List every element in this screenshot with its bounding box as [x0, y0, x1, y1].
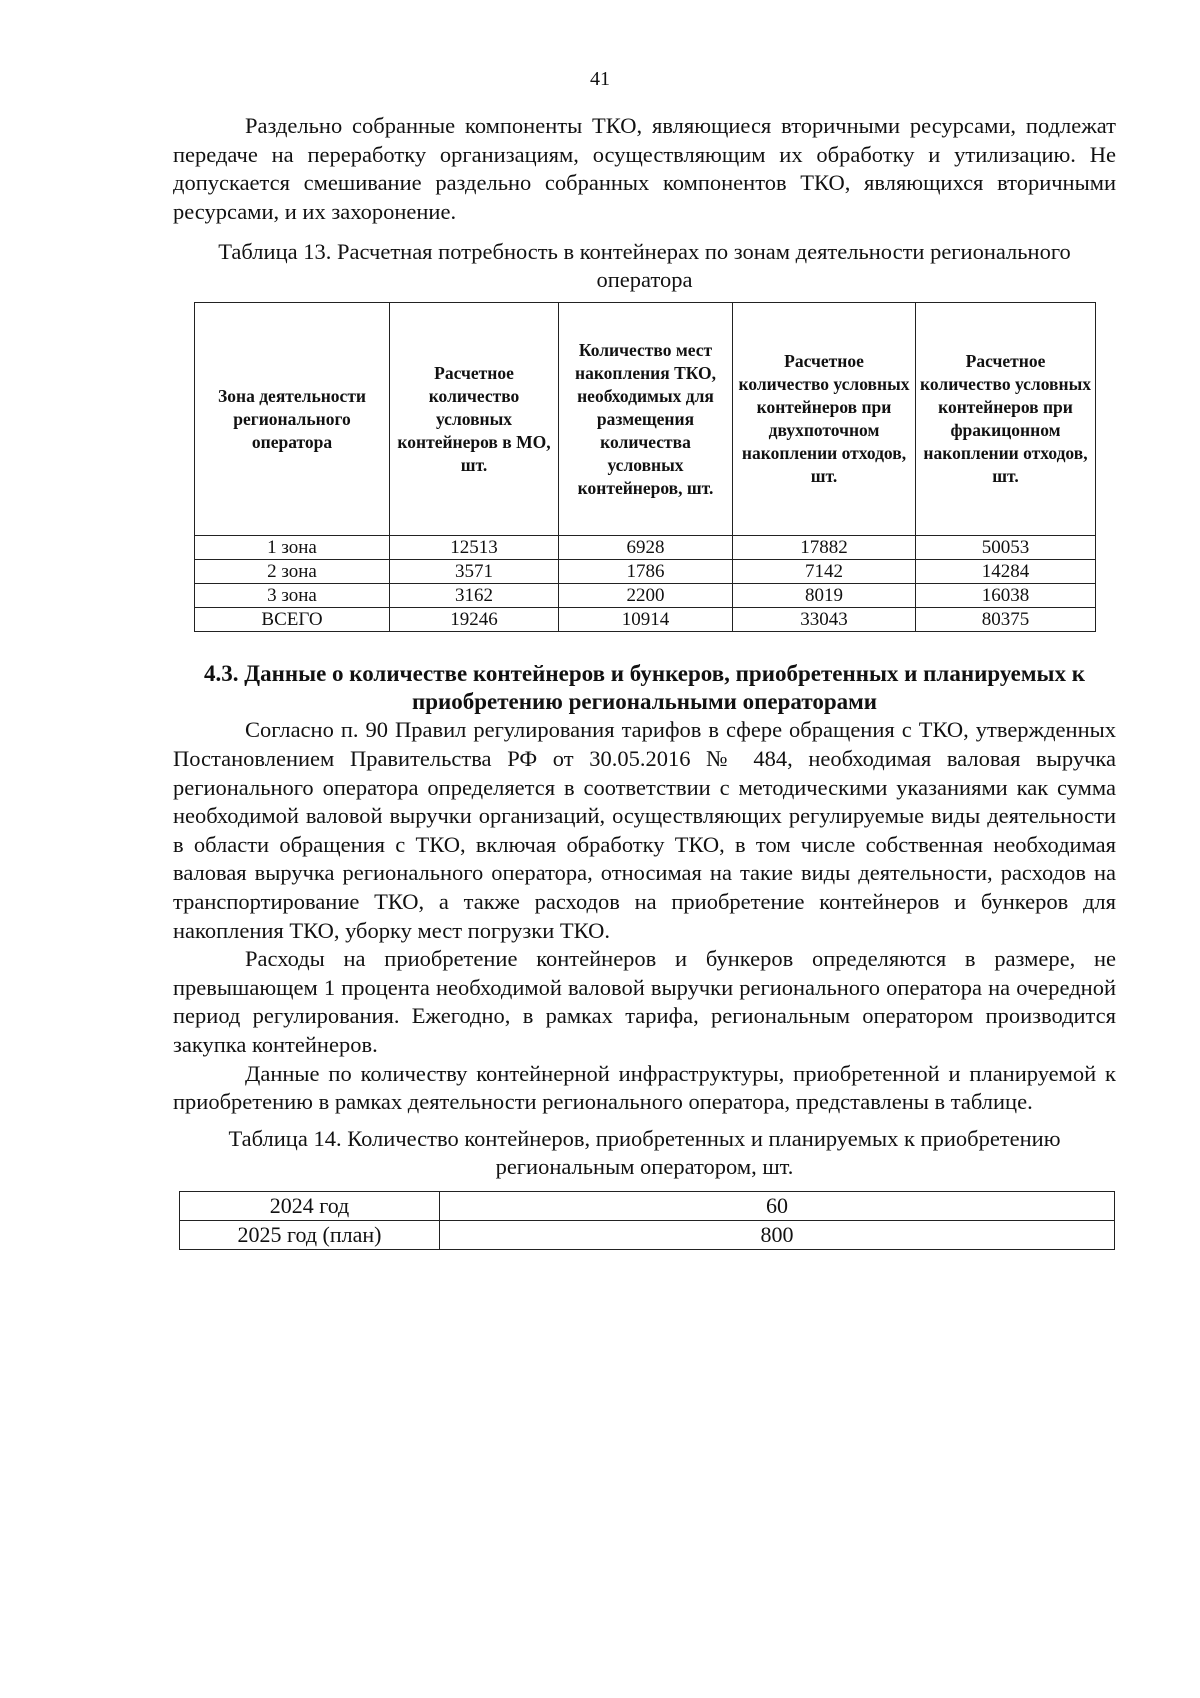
- table-cell: 7142: [733, 560, 916, 584]
- table-14-caption: Таблица 14. Количество контейнеров, приобретенных и планируемых к приобретению региональным оператором, шт.: [228, 1125, 1061, 1179]
- table-cell: 3 зона: [195, 584, 390, 608]
- table-cell: 800: [440, 1220, 1115, 1249]
- table-cell: 19246: [390, 608, 559, 632]
- table-row: [195, 584, 1096, 608]
- table-cell: 8019: [733, 584, 916, 608]
- table-cell: 1 зона: [195, 536, 390, 560]
- table-13-header-zone: Зона деятельности регионального оператора: [195, 303, 390, 536]
- table-13-header-two-stream: Расчетное количество условных контейнеров при двухпоточном накоплении отходов, шт.: [733, 303, 916, 536]
- table-cell: 6928: [559, 536, 733, 560]
- table-13: [194, 302, 1096, 632]
- table-cell: 1786: [559, 560, 733, 584]
- table-cell: 2024 год: [180, 1191, 440, 1220]
- page-number: 41: [590, 68, 610, 90]
- table-row: [195, 536, 1096, 560]
- table-row: [180, 1220, 1115, 1249]
- section-paragraph: Данные по количеству контейнерной инфраструктуры, приобретенной и планируемой к приобретению в рамках деятельности регионального оператора, представлены в таблице.: [173, 1060, 1116, 1115]
- table-cell: 10914: [559, 608, 733, 632]
- table-cell: 14284: [916, 560, 1096, 584]
- table-cell: 33043: [733, 608, 916, 632]
- table-row: [195, 560, 1096, 584]
- table-13-caption: Таблица 13. Расчетная потребность в контейнерах по зонам деятельности регионального оператора: [218, 239, 1071, 293]
- table-row: [180, 1191, 1115, 1220]
- page-content: [173, 112, 1116, 1250]
- table-13-header-accumulation-sites: Количество мест накопления ТКО, необходимых для размещения количества условных контейнеров, шт.: [559, 303, 733, 536]
- table-cell: 2025 год (план): [180, 1220, 440, 1249]
- section-paragraph: Расходы на приобретение контейнеров и бункеров определяются в размере, не превышающем 1 процента необходимой валовой выручки регионального оператора на очередной период регулирования. Ежегодно, в рамках тарифа, региональным оператором производится закупка контейнеров.: [173, 946, 1116, 1057]
- table-cell: 2 зона: [195, 560, 390, 584]
- intro-paragraph: Раздельно собранные компоненты ТКО, являющиеся вторичными ресурсами, подлежат передаче на переработку организациям, осуществляющим их обработку и утилизацию. Не допускается смешивание раздельно собранных компонентов ТКО, являющихся вторичными ресурсами, и их захоронение.: [173, 113, 1116, 224]
- table-cell: 80375: [916, 608, 1096, 632]
- table-cell: 3162: [390, 584, 559, 608]
- table-total-row: [195, 608, 1096, 632]
- table-cell: ВСЕГО: [195, 608, 390, 632]
- table-cell: 60: [440, 1191, 1115, 1220]
- table-cell: 2200: [559, 584, 733, 608]
- table-13-header-row: [195, 303, 1096, 536]
- table-13-header-containers-mo: Расчетное количество условных контейнеров в МО, шт.: [390, 303, 559, 536]
- table-cell: 12513: [390, 536, 559, 560]
- table-13-header-fractional: Расчетное количество условных контейнеров при фракицонном накоплении отходов, шт.: [916, 303, 1096, 536]
- table-cell: 50053: [916, 536, 1096, 560]
- table-cell: 3571: [390, 560, 559, 584]
- table-14: [179, 1191, 1115, 1250]
- section-paragraph: Согласно п. 90 Правил регулирования тарифов в сфере обращения с ТКО, утвержденных Постановлением Правительства РФ от 30.05.2016 № 484, необходимая валовая выручка регионального оператора определяется в соответствии с методическими указаниями как сумма необходимой валовой выручки организаций, осуществляющих регулируемые виды деятельности в области обращения с ТКО, включая обработку ТКО, в том числе собственная необходимая валовая выручка регионального оператора, относимая на такие виды деятельности, расходов на транспортирование ТКО, а также расходов на приобретение контейнеров и бункеров для накопления ТКО, уборку мест погрузки ТКО.: [173, 717, 1116, 943]
- table-cell: 16038: [916, 584, 1096, 608]
- table-cell: 17882: [733, 536, 916, 560]
- section-4-3-heading: 4.3. Данные о количестве контейнеров и бункеров, приобретенных и планируемых к приобретению региональными операторами: [204, 661, 1085, 715]
